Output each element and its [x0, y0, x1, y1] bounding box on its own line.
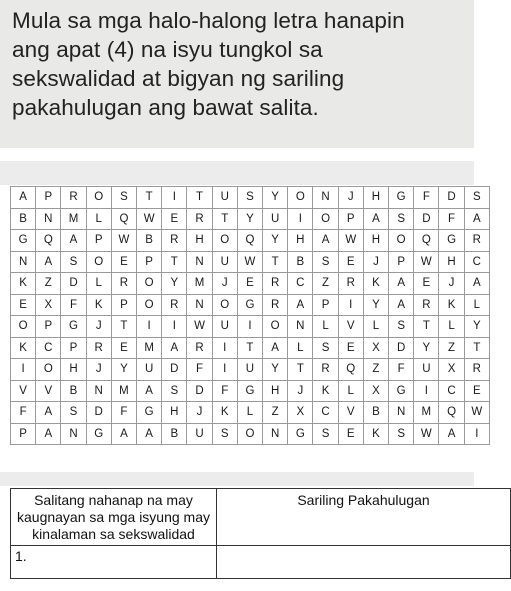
grid-cell[interactable]: N — [11, 251, 36, 273]
grid-cell[interactable]: G — [11, 230, 36, 252]
grid-cell[interactable]: W — [414, 251, 439, 273]
grid-cell[interactable]: J — [212, 273, 237, 295]
grid-cell[interactable]: B — [11, 208, 36, 230]
grid-cell[interactable]: J — [288, 380, 313, 402]
grid-cell[interactable]: T — [111, 316, 136, 338]
grid-cell[interactable]: E — [111, 337, 136, 359]
grid-cell[interactable]: J — [187, 402, 212, 424]
grid-cell[interactable]: J — [86, 316, 111, 338]
grid-cell[interactable]: U — [212, 251, 237, 273]
grid-cell[interactable]: N — [36, 208, 61, 230]
grid-row — [11, 273, 490, 295]
grid-cell[interactable]: J — [363, 251, 388, 273]
instruction-box — [0, 0, 474, 148]
grid-cell[interactable]: W — [111, 230, 136, 252]
grid-cell[interactable]: A — [363, 208, 388, 230]
grid-cell[interactable]: G — [389, 380, 414, 402]
grid-cell[interactable]: L — [464, 294, 489, 316]
grid-cell[interactable]: B — [137, 230, 162, 252]
grid-cell[interactable]: F — [61, 294, 86, 316]
spacer-strip — [0, 472, 474, 486]
grid-cell[interactable]: Q — [36, 230, 61, 252]
grid-cell[interactable]: O — [288, 187, 313, 209]
grid-cell[interactable]: G — [86, 423, 111, 445]
grid-cell[interactable]: T — [187, 187, 212, 209]
instruction-line: pakahulugan ang bawat salita. — [12, 95, 319, 120]
grid-cell[interactable]: C — [36, 337, 61, 359]
grid-cell[interactable]: A — [439, 423, 464, 445]
answer-cell-word[interactable]: 1. — [11, 546, 217, 579]
grid-cell[interactable]: R — [187, 208, 212, 230]
grid-cell[interactable]: E — [338, 337, 363, 359]
grid-cell[interactable]: S — [212, 423, 237, 445]
grid-cell[interactable]: N — [263, 423, 288, 445]
grid-cell[interactable]: P — [389, 251, 414, 273]
grid-row — [11, 316, 490, 338]
grid-cell[interactable]: L — [288, 337, 313, 359]
grid-cell[interactable]: T — [137, 187, 162, 209]
grid-cell[interactable]: I — [338, 294, 363, 316]
grid-cell[interactable]: S — [389, 316, 414, 338]
grid-cell[interactable]: J — [439, 273, 464, 295]
grid-cell[interactable]: B — [288, 251, 313, 273]
grid-cell[interactable]: H — [363, 187, 388, 209]
grid-cell[interactable]: R — [111, 273, 136, 295]
grid-cell[interactable]: C — [464, 251, 489, 273]
grid-cell[interactable]: S — [464, 187, 489, 209]
grid-cell[interactable]: L — [338, 380, 363, 402]
grid-cell[interactable]: E — [338, 423, 363, 445]
grid-cell[interactable]: R — [162, 230, 187, 252]
answer-table — [10, 488, 474, 591]
grid-cell[interactable]: E — [11, 294, 36, 316]
grid-cell[interactable]: P — [11, 423, 36, 445]
grid-cell[interactable]: W — [187, 316, 212, 338]
grid-cell[interactable]: K — [363, 423, 388, 445]
grid-cell[interactable]: A — [389, 273, 414, 295]
grid-cell[interactable]: F — [212, 380, 237, 402]
grid-cell[interactable]: F — [187, 359, 212, 381]
grid-cell[interactable]: P — [61, 337, 86, 359]
grid-cell[interactable]: I — [212, 337, 237, 359]
answer-cell-meaning[interactable] — [217, 546, 511, 579]
grid-cell[interactable]: R — [86, 337, 111, 359]
grid-cell[interactable]: R — [187, 337, 212, 359]
grid-cell[interactable]: O — [237, 423, 262, 445]
grid-cell[interactable]: O — [389, 230, 414, 252]
grid-cell[interactable]: R — [414, 294, 439, 316]
grid-cell[interactable]: Y — [162, 273, 187, 295]
grid-cell[interactable]: T — [414, 316, 439, 338]
grid-row — [11, 423, 490, 445]
grid-cell[interactable]: R — [464, 230, 489, 252]
grid-cell[interactable]: S — [111, 187, 136, 209]
grid-cell[interactable]: Z — [363, 359, 388, 381]
grid-cell[interactable]: H — [263, 380, 288, 402]
grid-cell[interactable]: D — [414, 208, 439, 230]
grid-cell[interactable]: A — [263, 337, 288, 359]
grid-cell[interactable]: L — [313, 316, 338, 338]
grid-cell[interactable]: S — [237, 187, 262, 209]
grid-cell[interactable]: A — [464, 273, 489, 295]
grid-cell[interactable]: O — [263, 316, 288, 338]
grid-cell[interactable]: Z — [263, 402, 288, 424]
grid-cell[interactable]: T — [162, 251, 187, 273]
grid-cell[interactable]: R — [263, 273, 288, 295]
grid-cell[interactable]: A — [389, 294, 414, 316]
grid-cell[interactable]: L — [86, 273, 111, 295]
grid-cell[interactable]: P — [137, 251, 162, 273]
grid-row — [11, 230, 490, 252]
grid-row — [11, 251, 490, 273]
grid-cell[interactable]: A — [464, 208, 489, 230]
spacer-strip — [0, 161, 474, 185]
letter-grid-table — [10, 186, 490, 445]
grid-cell[interactable]: O — [86, 251, 111, 273]
grid-cell[interactable]: E — [162, 208, 187, 230]
table-row — [11, 546, 511, 579]
instruction-line: ang apat (4) na isyu tungkol sa — [12, 37, 323, 62]
grid-cell[interactable]: G — [439, 230, 464, 252]
grid-cell[interactable]: T — [288, 359, 313, 381]
grid-cell[interactable]: O — [86, 187, 111, 209]
grid-cell[interactable]: K — [439, 294, 464, 316]
grid-cell[interactable]: W — [237, 251, 262, 273]
grid-cell[interactable]: E — [464, 380, 489, 402]
column-header-own-meaning: Sariling Pakahulugan — [217, 489, 511, 546]
grid-cell[interactable]: T — [212, 208, 237, 230]
grid-cell[interactable]: V — [36, 380, 61, 402]
grid-cell[interactable]: B — [363, 402, 388, 424]
grid-cell[interactable]: N — [86, 380, 111, 402]
instruction-line: sekswalidad at bigyan ng sariling — [12, 66, 345, 91]
grid-row — [11, 380, 490, 402]
grid-cell[interactable]: H — [61, 359, 86, 381]
grid-cell[interactable]: F — [11, 402, 36, 424]
grid-cell[interactable]: J — [338, 187, 363, 209]
grid-cell[interactable]: X — [439, 359, 464, 381]
grid-cell[interactable]: N — [288, 316, 313, 338]
grid-cell[interactable]: X — [36, 294, 61, 316]
grid-cell[interactable]: U — [212, 316, 237, 338]
grid-cell[interactable]: A — [137, 380, 162, 402]
grid-cell[interactable]: S — [162, 380, 187, 402]
grid-cell[interactable]: G — [237, 294, 262, 316]
grid-cell[interactable]: U — [212, 187, 237, 209]
grid-cell[interactable]: F — [439, 208, 464, 230]
grid-cell[interactable]: L — [237, 402, 262, 424]
grid-cell[interactable]: A — [162, 337, 187, 359]
grid-cell[interactable]: I — [212, 359, 237, 381]
grid-cell[interactable]: E — [338, 251, 363, 273]
grid-cell[interactable]: F — [414, 187, 439, 209]
grid-cell[interactable]: I — [414, 380, 439, 402]
grid-cell[interactable]: I — [288, 208, 313, 230]
grid-cell[interactable]: A — [11, 187, 36, 209]
grid-cell[interactable]: Q — [111, 208, 136, 230]
grid-cell[interactable]: J — [86, 359, 111, 381]
grid-cell[interactable]: A — [111, 423, 136, 445]
grid-cell[interactable]: F — [111, 402, 136, 424]
grid-cell[interactable]: N — [389, 402, 414, 424]
grid-cell[interactable]: M — [414, 402, 439, 424]
grid-cell[interactable]: W — [137, 208, 162, 230]
grid-cell[interactable]: O — [212, 230, 237, 252]
grid-cell[interactable]: N — [187, 251, 212, 273]
grid-cell[interactable]: L — [86, 208, 111, 230]
grid-cell[interactable]: Q — [237, 230, 262, 252]
grid-row — [11, 402, 490, 424]
grid-cell[interactable]: X — [363, 380, 388, 402]
grid-cell[interactable]: Y — [414, 337, 439, 359]
grid-cell[interactable]: D — [86, 402, 111, 424]
grid-cell[interactable]: S — [313, 337, 338, 359]
grid-cell[interactable]: Z — [36, 273, 61, 295]
grid-cell[interactable]: S — [313, 423, 338, 445]
grid-cell[interactable]: P — [313, 294, 338, 316]
grid-cell[interactable]: W — [414, 423, 439, 445]
grid-cell[interactable]: O — [137, 273, 162, 295]
grid-cell[interactable]: X — [363, 337, 388, 359]
grid-cell[interactable]: V — [338, 402, 363, 424]
grid-cell[interactable]: R — [464, 359, 489, 381]
grid-cell[interactable]: Q — [414, 230, 439, 252]
grid-cell[interactable]: M — [61, 208, 86, 230]
grid-cell[interactable]: D — [61, 273, 86, 295]
grid-row — [11, 359, 490, 381]
grid-cell[interactable]: V — [338, 316, 363, 338]
grid-cell[interactable]: A — [137, 423, 162, 445]
grid-cell[interactable]: W — [338, 230, 363, 252]
grid-cell[interactable]: U — [137, 359, 162, 381]
grid-cell[interactable]: L — [363, 316, 388, 338]
grid-cell[interactable]: H — [363, 230, 388, 252]
grid-cell[interactable]: G — [137, 402, 162, 424]
grid-cell[interactable]: L — [439, 316, 464, 338]
grid-cell[interactable]: D — [162, 359, 187, 381]
grid-cell[interactable]: Y — [263, 359, 288, 381]
grid-cell[interactable]: A — [313, 230, 338, 252]
grid-cell[interactable]: R — [162, 294, 187, 316]
grid-cell[interactable]: I — [11, 359, 36, 381]
grid-cell[interactable]: Y — [111, 359, 136, 381]
grid-cell[interactable]: F — [389, 359, 414, 381]
instruction-line: Mula sa mga halo-halong letra hanapin — [12, 8, 405, 33]
grid-cell[interactable]: I — [162, 316, 187, 338]
grid-cell[interactable]: K — [11, 337, 36, 359]
grid-cell[interactable]: P — [111, 294, 136, 316]
grid-cell[interactable]: R — [313, 359, 338, 381]
grid-cell[interactable]: N — [313, 187, 338, 209]
grid-cell[interactable]: K — [86, 294, 111, 316]
grid-cell[interactable]: K — [212, 402, 237, 424]
grid-row — [11, 187, 490, 209]
grid-cell[interactable]: O — [212, 294, 237, 316]
word-search-grid — [10, 186, 483, 470]
grid-cell[interactable]: A — [61, 230, 86, 252]
grid-cell[interactable]: C — [288, 273, 313, 295]
grid-cell[interactable]: Y — [464, 316, 489, 338]
grid-cell[interactable]: S — [61, 251, 86, 273]
grid-cell[interactable]: G — [61, 316, 86, 338]
grid-cell[interactable]: O — [11, 316, 36, 338]
grid-cell[interactable]: U — [263, 208, 288, 230]
grid-cell[interactable]: O — [137, 294, 162, 316]
grid-cell[interactable]: S — [61, 402, 86, 424]
column-header-found-words: Salitang nahanap na may kaugnayan sa mga isyung may kinalaman sa sekswalidad — [11, 489, 217, 546]
grid-cell[interactable]: R — [338, 273, 363, 295]
grid-cell[interactable]: B — [61, 380, 86, 402]
grid-cell[interactable]: H — [439, 251, 464, 273]
grid-cell[interactable]: G — [288, 423, 313, 445]
grid-cell[interactable]: G — [389, 187, 414, 209]
grid-cell[interactable]: S — [313, 251, 338, 273]
grid-cell[interactable]: D — [187, 380, 212, 402]
grid-cell[interactable]: T — [237, 337, 262, 359]
grid-cell[interactable]: N — [61, 423, 86, 445]
grid-cell[interactable]: D — [389, 337, 414, 359]
grid-row — [11, 294, 490, 316]
answer-table-grid — [10, 488, 511, 579]
grid-cell[interactable]: Y — [263, 187, 288, 209]
grid-cell[interactable]: I — [464, 423, 489, 445]
grid-cell[interactable]: R — [61, 187, 86, 209]
grid-cell[interactable]: O — [36, 359, 61, 381]
grid-cell[interactable]: I — [162, 187, 187, 209]
grid-cell[interactable]: B — [162, 423, 187, 445]
grid-cell[interactable]: C — [439, 380, 464, 402]
grid-cell[interactable]: A — [288, 294, 313, 316]
grid-cell[interactable]: H — [288, 230, 313, 252]
grid-cell[interactable]: P — [36, 187, 61, 209]
grid-cell[interactable]: P — [86, 230, 111, 252]
grid-cell[interactable]: E — [237, 273, 262, 295]
grid-cell[interactable]: M — [187, 273, 212, 295]
grid-cell[interactable]: G — [237, 380, 262, 402]
grid-cell[interactable]: S — [389, 423, 414, 445]
grid-cell[interactable]: K — [363, 273, 388, 295]
grid-cell[interactable]: Y — [263, 230, 288, 252]
grid-cell[interactable]: Z — [313, 273, 338, 295]
grid-cell[interactable]: I — [237, 316, 262, 338]
grid-cell[interactable]: M — [137, 337, 162, 359]
grid-cell[interactable]: A — [36, 423, 61, 445]
grid-cell[interactable]: A — [36, 251, 61, 273]
grid-cell[interactable]: U — [237, 359, 262, 381]
grid-row — [11, 208, 490, 230]
grid-row — [11, 337, 490, 359]
grid-cell[interactable]: A — [36, 402, 61, 424]
grid-cell[interactable]: K — [313, 380, 338, 402]
grid-cell[interactable]: R — [263, 294, 288, 316]
grid-cell[interactable]: V — [11, 380, 36, 402]
grid-cell[interactable]: D — [439, 187, 464, 209]
grid-cell[interactable]: E — [414, 273, 439, 295]
grid-cell[interactable]: S — [389, 208, 414, 230]
grid-cell[interactable]: U — [414, 359, 439, 381]
grid-cell[interactable]: W — [464, 402, 489, 424]
grid-cell[interactable]: K — [11, 273, 36, 295]
grid-cell[interactable]: P — [36, 316, 61, 338]
grid-cell[interactable]: E — [111, 251, 136, 273]
grid-cell[interactable]: O — [313, 208, 338, 230]
grid-cell[interactable]: Y — [363, 294, 388, 316]
grid-cell[interactable]: Q — [439, 402, 464, 424]
grid-cell[interactable]: H — [187, 230, 212, 252]
grid-cell[interactable]: U — [187, 423, 212, 445]
grid-cell[interactable]: C — [313, 402, 338, 424]
grid-cell[interactable]: P — [338, 208, 363, 230]
grid-cell[interactable]: I — [137, 316, 162, 338]
grid-cell[interactable]: X — [288, 402, 313, 424]
grid-cell[interactable]: H — [162, 402, 187, 424]
grid-cell[interactable]: T — [464, 337, 489, 359]
grid-cell[interactable]: T — [263, 251, 288, 273]
grid-cell[interactable]: Q — [338, 359, 363, 381]
grid-cell[interactable]: Y — [237, 208, 262, 230]
grid-cell[interactable]: Z — [439, 337, 464, 359]
grid-cell[interactable]: N — [187, 294, 212, 316]
grid-cell[interactable]: M — [111, 380, 136, 402]
